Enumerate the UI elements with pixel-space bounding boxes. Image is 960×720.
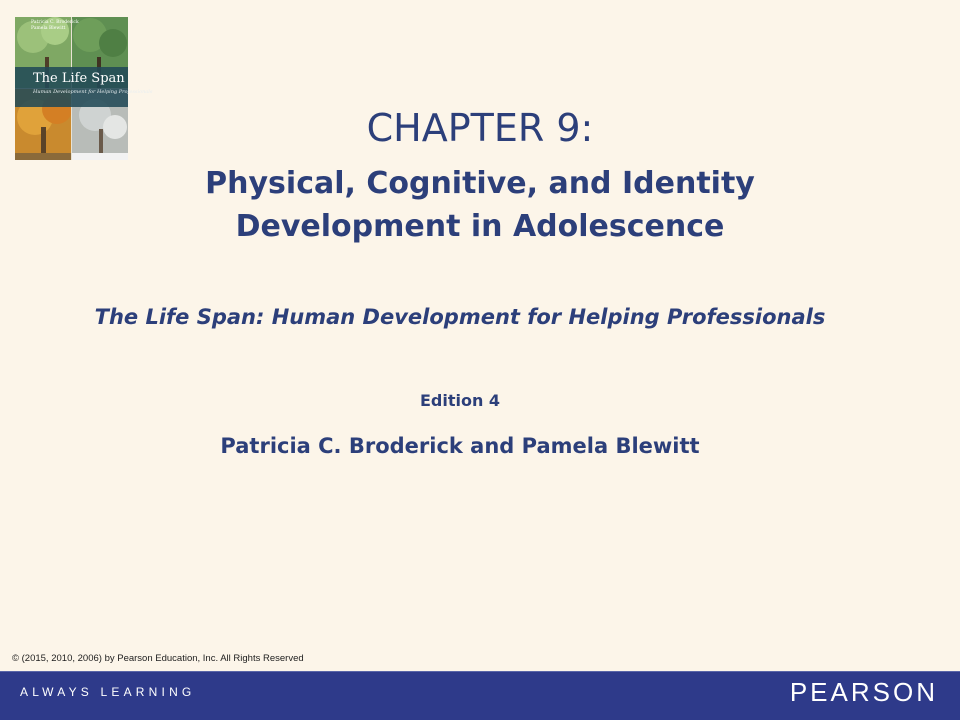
cover-title: The Life Span [33, 71, 125, 86]
copyright-notice: © (2015, 2010, 2006) by Pearson Education, Inc. All Rights Reserved [12, 653, 304, 664]
cover-author-2: Pamela Blewitt [31, 26, 66, 31]
book-title: The Life Span: Human Development for Helping Professionals [94, 305, 826, 329]
footer-bar [0, 671, 960, 720]
cover-title-band [15, 67, 153, 107]
footer-divider [0, 671, 960, 672]
authors-line: Patricia C. Broderick and Pamela Blewitt [220, 434, 700, 458]
edition-label: Edition 4 [419, 391, 501, 410]
cover-subtitle: Human Development for Helping Professionals [33, 89, 153, 95]
chapter-subtitle: Physical, Cognitive, and Identity Development in Adolescence [205, 166, 755, 244]
cover-author-1: Patricia C. Broderick [31, 20, 79, 25]
chapter-heading: CHAPTER 9: [366, 106, 594, 150]
cover-authors [31, 20, 79, 32]
footer-tagline: ALWAYS LEARNING [20, 685, 196, 699]
pearson-logo: PEARSON [789, 677, 938, 707]
